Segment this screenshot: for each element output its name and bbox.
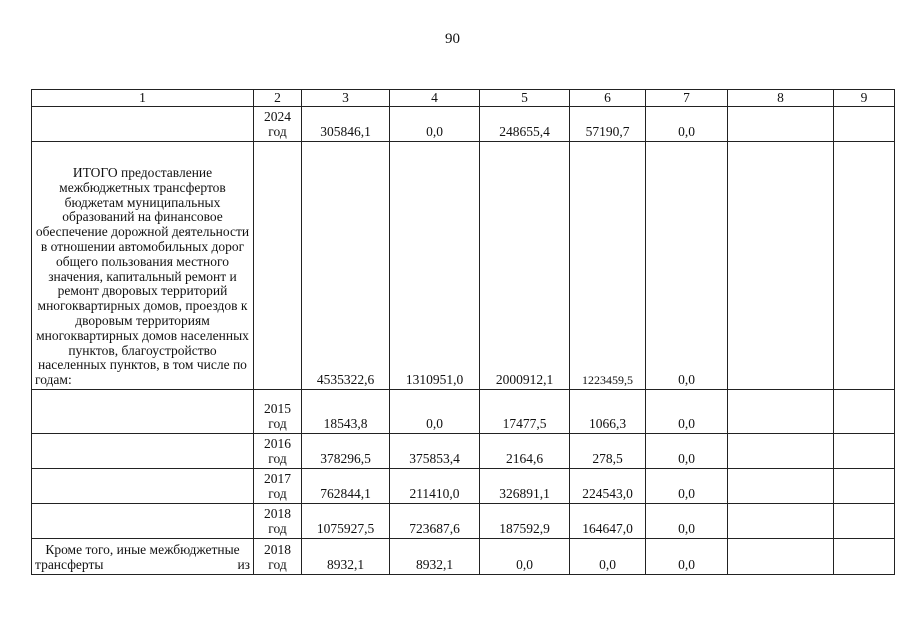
column-header: 7 [646,90,728,107]
row-year-cell [254,142,302,390]
budget-table [31,89,895,575]
cell-col5: 0,0 [480,539,570,575]
cell-total: 1075927,5 [302,504,390,539]
header-row [32,90,895,107]
row-year-cell [254,107,302,142]
row-year-unit: год [268,557,287,573]
cell-col4: 0,0 [390,107,480,142]
cell-col8 [728,142,834,390]
cell-total: 4535322,6 [302,142,390,390]
row-year-cell [254,504,302,539]
cell-col6: 164647,0 [570,504,646,539]
column-header: 1 [32,90,254,107]
row-year-unit: год [268,451,287,467]
cell-col8 [728,469,834,504]
row-year-unit: год [268,486,287,502]
cell-total: 18543,8 [302,390,390,434]
column-header: 8 [728,90,834,107]
cell-col6: 224543,0 [570,469,646,504]
row-year: 2018 [264,542,291,558]
table-row [32,107,895,142]
cell-col9 [834,107,895,142]
cell-col4: 8932,1 [390,539,480,575]
column-header: 2 [254,90,302,107]
cell-col6: 1066,3 [570,390,646,434]
row-year-unit: год [268,416,287,432]
column-header: 5 [480,90,570,107]
cell-total: 8932,1 [302,539,390,575]
row-year-unit: год [268,521,287,537]
row-year-cell [254,434,302,469]
page-number: 90 [445,31,460,47]
cell-col9 [834,539,895,575]
row-year-cell [254,390,302,434]
row-description: ИТОГО предоставление межбюджетных трансфертов бюджетам муниципальных образований на финансовое обеспечение дорожной деятельности в отношении автомобильных дорог общего пользования местного значения, капитальный ремонт и ремонт дворовых территорий многоквартирных домов, проездов к дворовым территориям многоквартирных домов населенных пунктов, благоустройство населенных пунктов, в том числе по годам: [32,142,254,390]
cell-total: 378296,5 [302,434,390,469]
row-description [32,390,254,434]
cell-col7: 0,0 [646,539,728,575]
cell-col6: 0,0 [570,539,646,575]
cell-col6: 1223459,5 [570,142,646,390]
cell-col9 [834,390,895,434]
cell-col5: 17477,5 [480,390,570,434]
cell-col9 [834,469,895,504]
row-description [32,434,254,469]
row-year: 2018 [264,506,291,522]
row-description [32,469,254,504]
cell-col8 [728,390,834,434]
cell-col5: 187592,9 [480,504,570,539]
cell-col4: 211410,0 [390,469,480,504]
cell-col4: 0,0 [390,390,480,434]
table-row [32,539,895,575]
row-description [32,107,254,142]
cell-col4: 375853,4 [390,434,480,469]
cell-col7: 0,0 [646,504,728,539]
row-description: Кроме того, иные межбюджетные трансферты из [32,539,254,575]
cell-col9 [834,504,895,539]
cell-col6: 278,5 [570,434,646,469]
row-year-cell [254,469,302,504]
cell-total: 305846,1 [302,107,390,142]
cell-col4: 1310951,0 [390,142,480,390]
cell-total: 762844,1 [302,469,390,504]
table-row [32,504,895,539]
table-row-total [32,142,895,390]
row-year-cell [254,539,302,575]
cell-col5: 248655,4 [480,107,570,142]
row-year: 2024 [264,109,291,125]
cell-col7: 0,0 [646,142,728,390]
cell-col9 [834,434,895,469]
row-year: 2015 [264,401,291,417]
cell-col7: 0,0 [646,107,728,142]
cell-col9 [834,142,895,390]
column-header: 3 [302,90,390,107]
cell-col5: 2000912,1 [480,142,570,390]
cell-col6: 57190,7 [570,107,646,142]
row-year: 2017 [264,471,291,487]
cell-col4: 723687,6 [390,504,480,539]
cell-col8 [728,107,834,142]
column-header: 4 [390,90,480,107]
cell-col5: 2164,6 [480,434,570,469]
table-row [32,390,895,434]
column-header: 6 [570,90,646,107]
cell-col8 [728,434,834,469]
cell-col7: 0,0 [646,390,728,434]
column-header: 9 [834,90,895,107]
cell-col8 [728,504,834,539]
cell-col7: 0,0 [646,469,728,504]
cell-col7: 0,0 [646,434,728,469]
table-row [32,469,895,504]
cell-col5: 326891,1 [480,469,570,504]
row-description [32,504,254,539]
table-row [32,434,895,469]
row-year-unit: год [268,124,287,140]
cell-col8 [728,539,834,575]
row-year: 2016 [264,436,291,452]
